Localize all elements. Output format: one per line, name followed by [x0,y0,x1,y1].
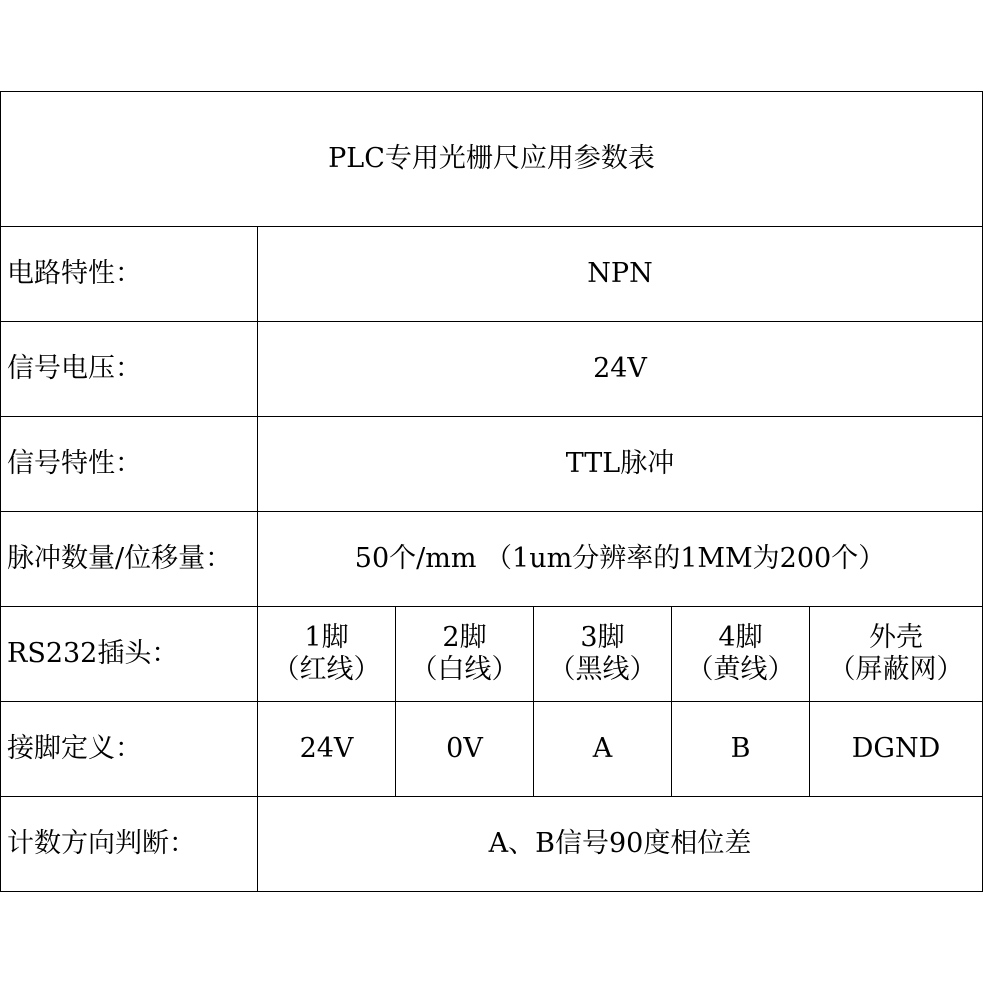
table-row-pinout [1,702,983,797]
row-label-voltage: 信号电压： [1,322,258,417]
table-row-signal [1,417,983,512]
pinout-value-4: B [672,702,810,797]
pin-cell-3 [534,607,672,702]
row-value-signal: TTL脉冲 [258,417,983,512]
pin-cell-4 [672,607,810,702]
pin-1-wire: （红线） [272,654,381,685]
table-row-direction [1,797,983,892]
row-label-signal: 信号特性： [1,417,258,512]
pinout-value-shell: DGND [810,702,983,797]
pin-2-name: 2脚 [442,622,487,653]
row-label-pulse: 脉冲数量/位移量： [1,512,258,607]
row-label-circuit: 电路特性： [1,227,258,322]
pin-3-wire: （黑线） [548,654,657,685]
row-label-pinout: 接脚定义： [1,702,258,797]
row-value-voltage: 24V [258,322,983,417]
pin-3-name: 3脚 [580,622,625,653]
pin-4-name: 4脚 [718,622,763,653]
parameter-table [0,91,983,892]
pinout-value-1: 24V [258,702,396,797]
pin-shell-wire: （屏蔽网） [828,654,964,685]
row-value-direction: A、B信号90度相位差 [258,797,983,892]
table-row-plug [1,607,983,702]
pin-cell-2 [396,607,534,702]
table-row-voltage [1,322,983,417]
row-value-pulse: 50个/mm （1um分辨率的1MM为200个） [258,512,983,607]
pin-shell-name: 外壳 [869,622,923,653]
pin-cell-shell [810,607,983,702]
row-value-circuit: NPN [258,227,983,322]
table-row-circuit [1,227,983,322]
pin-cell-1 [258,607,396,702]
pin-1-name: 1脚 [304,622,349,653]
table-title-row [1,92,983,227]
table-title: PLC专用光栅尺应用参数表 [1,92,983,227]
pin-4-wire: （黄线） [686,654,795,685]
pin-2-wire: （白线） [410,654,519,685]
row-label-plug: RS232插头： [1,607,258,702]
pinout-value-3: A [534,702,672,797]
row-label-direction: 计数方向判断： [1,797,258,892]
pinout-value-2: 0V [396,702,534,797]
table-row-pulse [1,512,983,607]
